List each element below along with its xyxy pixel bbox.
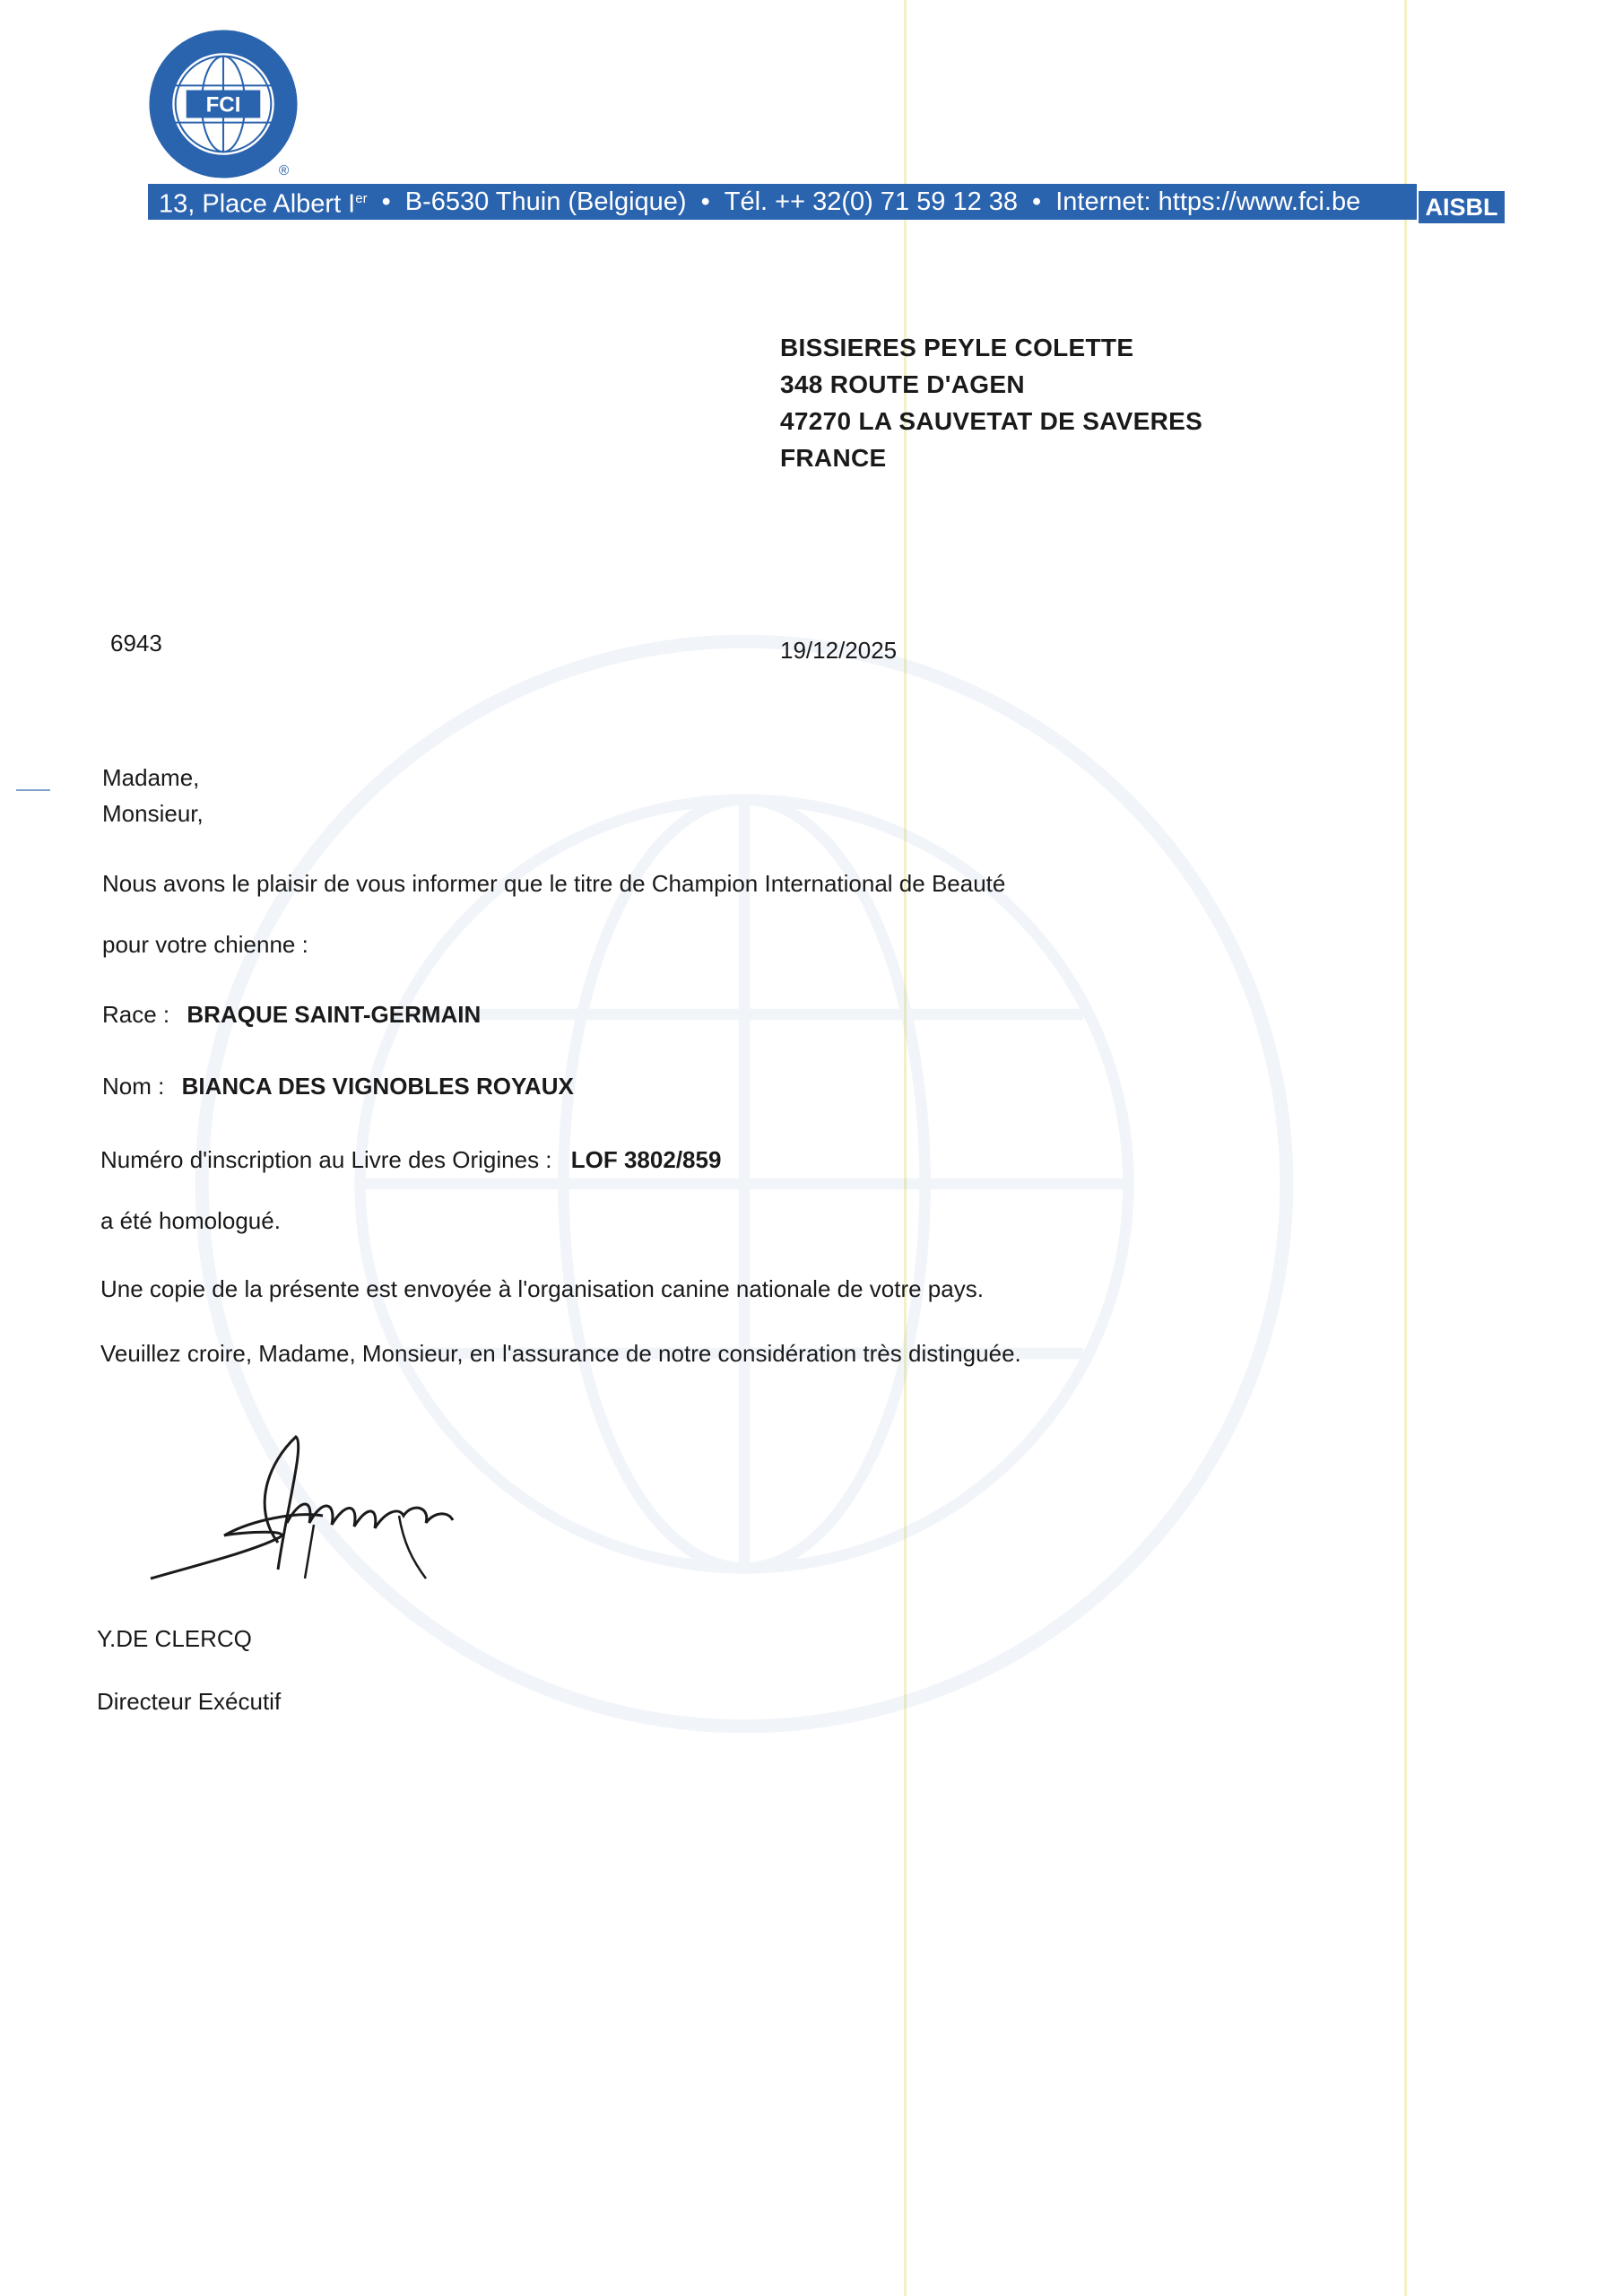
- registration-value: LOF 3802/859: [570, 1146, 722, 1173]
- recipient-city: 47270 LA SAUVETAT DE SAVERES: [780, 407, 1203, 435]
- scan-artifact-line: [1404, 0, 1407, 2296]
- breed-line: [102, 1001, 481, 1029]
- registration-line: [100, 1146, 721, 1174]
- svg-text:®: ®: [278, 163, 290, 179]
- letterhead-banner: [148, 184, 1417, 220]
- letterhead-website[interactable]: Internet: https://www.fci.be: [1055, 187, 1361, 216]
- recipient-street: 348 ROUTE D'AGEN: [780, 370, 1025, 398]
- letterhead-city: B-6530 Thuin (Belgique): [404, 187, 687, 216]
- copy-notice: Une copie de la présente est envoyée à l'organisation canine nationale de votre pays.: [100, 1275, 984, 1302]
- name-line: [102, 1073, 574, 1100]
- salutation-madame: Madame,: [102, 764, 200, 791]
- registration-label: Numéro d'inscription au Livre des Origines :: [100, 1146, 552, 1173]
- margin-mark: [16, 789, 50, 791]
- svg-text:FCI: FCI: [205, 92, 241, 117]
- closing-formula: Veuillez croire, Madame, Monsieur, en l'assurance de notre considération très distinguée.: [100, 1340, 1021, 1367]
- bullet-separator: •: [381, 187, 391, 216]
- letterhead-phone: Tél. ++ 32(0) 71 59 12 38: [724, 187, 1019, 216]
- breed-value: BRAQUE SAINT-GERMAIN: [187, 1001, 482, 1028]
- fci-logo: [146, 27, 300, 181]
- intro-continuation: pour votre chienne :: [102, 931, 308, 958]
- legal-form-badge: AISBL: [1419, 191, 1505, 223]
- signatory-name: Y.DE CLERCQ: [97, 1625, 252, 1652]
- reference-number: 6943: [110, 630, 162, 657]
- bullet-separator: •: [700, 187, 710, 216]
- handwritten-signature: [143, 1426, 466, 1596]
- signatory-title: Directeur Exécutif: [97, 1688, 282, 1715]
- name-value: BIANCA DES VIGNOBLES ROYAUX: [181, 1073, 574, 1100]
- recipient-country: FRANCE: [780, 444, 887, 472]
- salutation-monsieur: Monsieur,: [102, 800, 204, 827]
- breed-label: Race :: [102, 1001, 170, 1028]
- recipient-name: BISSIERES PEYLE COLETTE: [780, 334, 1134, 361]
- letterhead-street: 13, Place Albert Ier: [159, 189, 368, 219]
- name-label: Nom :: [102, 1073, 165, 1100]
- intro-paragraph: Nous avons le plaisir de vous informer que le titre de Champion International de Beauté: [102, 870, 1006, 897]
- bullet-separator: •: [1032, 187, 1042, 216]
- homologated-text: a été homologué.: [100, 1207, 281, 1234]
- letter-date: 19/12/2025: [780, 637, 898, 664]
